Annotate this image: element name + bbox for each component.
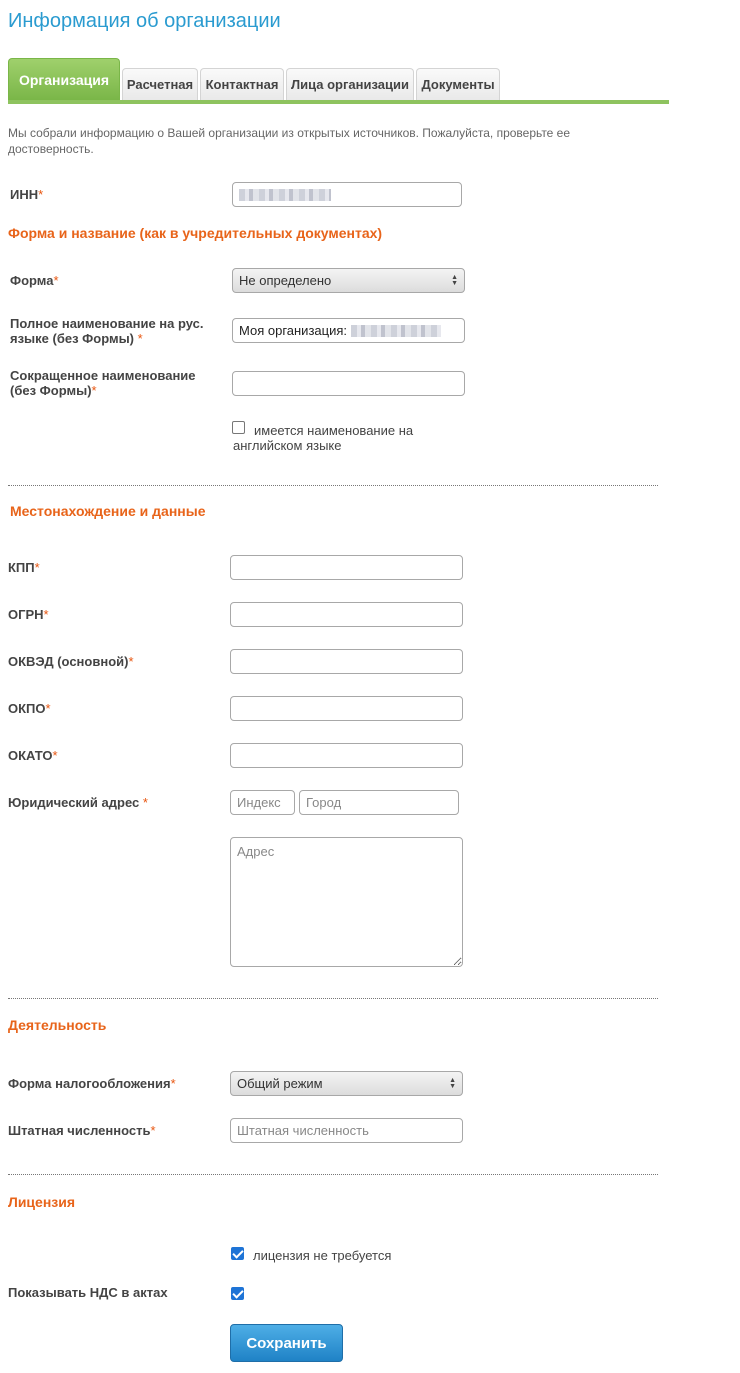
show-vat-checkbox[interactable] — [231, 1287, 244, 1300]
ogrn-label: ОГРН* — [8, 607, 49, 622]
select-arrows-icon: ▲ ▼ — [449, 1077, 456, 1090]
save-button[interactable]: Сохранить — [230, 1324, 343, 1362]
forma-select[interactable] — [232, 268, 465, 293]
show-vat-label: Показывать НДС в актах — [8, 1285, 168, 1300]
page-title: Информация об организации — [8, 10, 281, 32]
tab-contact[interactable]: Контактная — [200, 68, 284, 100]
okved-input[interactable] — [230, 649, 463, 674]
tab-bar — [8, 58, 669, 104]
staff-count-input[interactable] — [230, 1118, 463, 1143]
intro-text: Мы собрали информацию о Вашей организации из открытых источников. Пожалуйста, проверьте ее достоверность. — [8, 126, 571, 156]
no-license-label: лицензия не требуется — [253, 1248, 392, 1263]
inn-label: ИНН* — [10, 187, 44, 202]
short-name-label: Сокращенное наименование (без Формы)* — [10, 368, 196, 398]
kpp-input[interactable] — [230, 555, 463, 580]
full-name-value-blurred — [351, 325, 441, 337]
full-name-input[interactable] — [232, 318, 465, 343]
divider — [8, 485, 658, 486]
full-name-value: Моя организация: — [239, 323, 347, 338]
address-textarea[interactable] — [230, 837, 463, 967]
tax-form-label: Форма налогообложения* — [8, 1076, 176, 1091]
short-name-input[interactable] — [232, 371, 465, 396]
staff-count-label: Штатная численность* — [8, 1123, 156, 1138]
section-title-location: Местонахождение и данные — [10, 503, 206, 519]
tab-underline — [8, 100, 669, 104]
tab-documents[interactable]: Документы — [416, 68, 500, 100]
okved-label: ОКВЭД (основной)* — [8, 654, 134, 669]
no-license-checkbox[interactable] — [231, 1247, 244, 1260]
okpo-input[interactable] — [230, 696, 463, 721]
postal-index-input[interactable] — [230, 790, 295, 815]
full-name-label: Полное наименование на рус. языке (без Формы) * — [10, 316, 204, 346]
okpo-label: ОКПО* — [8, 701, 51, 716]
inn-input[interactable] — [232, 182, 462, 207]
city-input[interactable] — [299, 790, 459, 815]
tab-persons[interactable]: Лица организации — [286, 68, 414, 100]
legal-address-label: Юридический адрес * — [8, 795, 148, 810]
select-arrows-icon: ▲ ▼ — [451, 274, 458, 287]
tab-organization[interactable]: Организация — [8, 58, 120, 100]
section-title-activity: Деятельность — [8, 1017, 107, 1033]
tab-settlement[interactable]: Расчетная — [122, 68, 198, 100]
okato-input[interactable] — [230, 743, 463, 768]
tax-form-select-value: Общий режим — [237, 1076, 323, 1091]
tax-form-select[interactable] — [230, 1071, 463, 1096]
section-title-form: Форма и название (как в учредительных документах) — [8, 225, 383, 241]
divider — [8, 998, 658, 999]
english-name-label: имеется наименование на английском языке — [233, 423, 414, 453]
section-title-license: Лицензия — [8, 1194, 76, 1210]
ogrn-input[interactable] — [230, 602, 463, 627]
inn-value-blurred — [239, 189, 331, 201]
forma-select-value: Не определено — [239, 273, 332, 288]
kpp-label: КПП* — [8, 560, 40, 575]
okato-label: ОКАТО* — [8, 748, 58, 763]
divider — [8, 1174, 658, 1175]
forma-label: Форма* — [10, 273, 59, 288]
